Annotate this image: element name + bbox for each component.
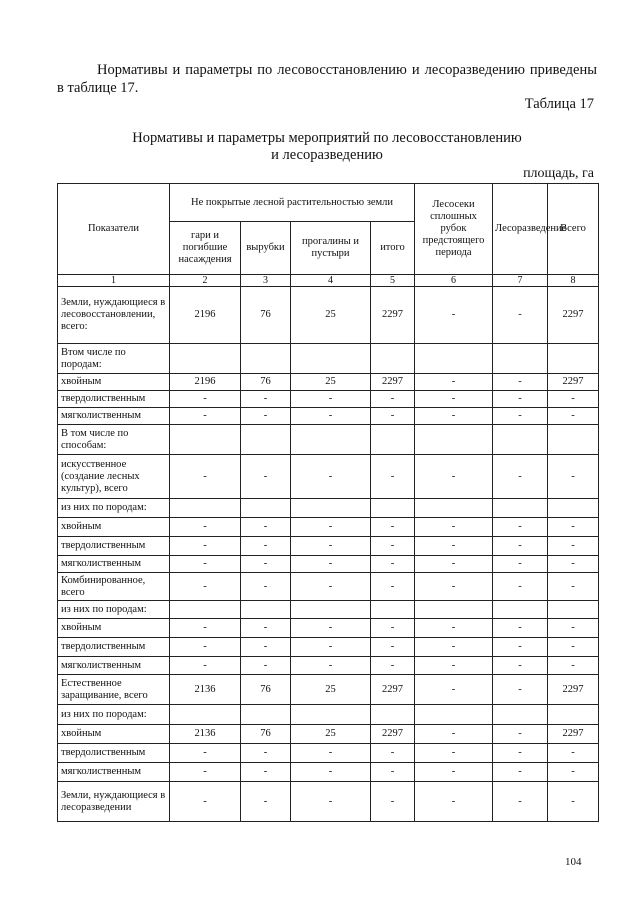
table-cell — [371, 601, 415, 619]
table-row — [58, 763, 599, 782]
table-cell — [415, 499, 493, 518]
table-cell: - — [548, 391, 599, 408]
table-cell: 76 — [241, 725, 291, 744]
table-cell: - — [291, 619, 371, 638]
table-cell: 2297 — [371, 725, 415, 744]
table-cell: - — [493, 675, 548, 705]
table-cell: - — [241, 518, 291, 537]
table-cell: - — [548, 537, 599, 556]
table-cell — [415, 425, 493, 455]
table-cell: - — [170, 455, 241, 499]
table-cell: 25 — [291, 725, 371, 744]
table-cell: - — [371, 391, 415, 408]
table-cell — [241, 499, 291, 518]
row-label: твердолиственным — [58, 638, 170, 657]
table-cell: - — [371, 744, 415, 763]
header-burns: гари и погибшие насаждения — [170, 222, 241, 275]
table-cell: 2297 — [548, 287, 599, 344]
table-cell: - — [291, 556, 371, 573]
table-cell — [493, 601, 548, 619]
table-cell: - — [371, 573, 415, 601]
table-cell: - — [415, 408, 493, 425]
standards-table — [57, 183, 599, 822]
table-cell: - — [493, 287, 548, 344]
table-cell: - — [170, 556, 241, 573]
table-cell: - — [415, 725, 493, 744]
table-row — [58, 601, 599, 619]
table-cell: - — [170, 763, 241, 782]
table-cell — [493, 425, 548, 455]
row-label: хвойным — [58, 518, 170, 537]
table-cell: 2196 — [170, 287, 241, 344]
table-cell: 2297 — [548, 675, 599, 705]
table-row — [58, 455, 599, 499]
column-number: 1 — [58, 275, 170, 287]
table-cell: - — [493, 391, 548, 408]
table-cell: - — [170, 573, 241, 601]
table-cell: - — [241, 657, 291, 675]
header-indicators: Показатели — [58, 184, 170, 275]
header-cutting-areas: Лесосеки сплошных рубок предстоящего периода — [415, 184, 493, 275]
table-cell: 25 — [291, 374, 371, 391]
column-number: 2 — [170, 275, 241, 287]
header-not-covered-lands: Не покрытые лесной растительностью земли — [170, 184, 415, 222]
table-cell: - — [291, 657, 371, 675]
table-cell: - — [170, 537, 241, 556]
column-number: 8 — [548, 275, 599, 287]
table-cell — [291, 344, 371, 374]
table-cell: - — [371, 455, 415, 499]
table-cell: - — [170, 744, 241, 763]
table-cell — [371, 705, 415, 725]
row-label: твердолиственным — [58, 537, 170, 556]
table-cell: - — [291, 638, 371, 657]
table-cell: - — [548, 619, 599, 638]
row-label: Естественное заращивание, всего — [58, 675, 170, 705]
table-cell: - — [241, 455, 291, 499]
table-cell — [170, 425, 241, 455]
table-cell: - — [548, 638, 599, 657]
table-cell: - — [415, 619, 493, 638]
table-cell: - — [415, 374, 493, 391]
table-cell: - — [241, 744, 291, 763]
table-row — [58, 675, 599, 705]
table-cell — [371, 425, 415, 455]
table-cell: 2136 — [170, 675, 241, 705]
table-cell — [241, 425, 291, 455]
table-row — [58, 556, 599, 573]
table-cell: - — [415, 763, 493, 782]
table-cell: - — [493, 782, 548, 822]
table-cell: - — [415, 518, 493, 537]
table-cell: - — [241, 763, 291, 782]
row-label: искусственное (создание лесных культур), всего — [58, 455, 170, 499]
header-clearings: вырубки — [241, 222, 291, 275]
table-cell: 2136 — [170, 725, 241, 744]
table-cell: - — [415, 287, 493, 344]
table-row — [58, 518, 599, 537]
table-cell: - — [548, 573, 599, 601]
table-cell — [548, 344, 599, 374]
table-cell: - — [371, 408, 415, 425]
table-cell: - — [415, 455, 493, 499]
table-cell: 2297 — [548, 374, 599, 391]
table-row — [58, 391, 599, 408]
table-cell: 2297 — [371, 675, 415, 705]
table-cell: - — [291, 782, 371, 822]
table-cell: - — [170, 782, 241, 822]
table-cell — [371, 344, 415, 374]
header-subtotal: итого — [371, 222, 415, 275]
table-cell — [241, 344, 291, 374]
table-row — [58, 725, 599, 744]
table-cell: - — [415, 556, 493, 573]
table-cell: - — [415, 638, 493, 657]
table-cell: - — [493, 455, 548, 499]
table-row — [58, 705, 599, 725]
table-cell: 2297 — [548, 725, 599, 744]
table-cell: - — [241, 391, 291, 408]
table-cell: - — [241, 619, 291, 638]
row-label: Земли, нуждающиеся в лесовосстановлении, всего: — [58, 287, 170, 344]
row-label: мягколиственным — [58, 763, 170, 782]
table-cell: - — [415, 657, 493, 675]
table-cell: - — [291, 573, 371, 601]
table-cell — [548, 601, 599, 619]
column-number: 6 — [415, 275, 493, 287]
table-row — [58, 619, 599, 638]
table-number-label: Таблица 17 — [524, 96, 594, 112]
table-cell — [170, 499, 241, 518]
table-cell: - — [493, 744, 548, 763]
header-glades: прогалины и пустыри — [291, 222, 371, 275]
column-number: 5 — [371, 275, 415, 287]
intro-paragraph: Нормативы и параметры по лесовосстановлению и лесоразведению приведены в таблице 17. — [57, 62, 597, 96]
table-cell: - — [371, 537, 415, 556]
row-label: хвойным — [58, 374, 170, 391]
table-cell: - — [291, 455, 371, 499]
table-row — [58, 657, 599, 675]
table-cell: - — [548, 657, 599, 675]
table-cell — [170, 705, 241, 725]
column-number: 4 — [291, 275, 371, 287]
page-number: 104 — [565, 856, 582, 868]
table-cell: - — [493, 556, 548, 573]
table-row — [58, 537, 599, 556]
table-cell — [493, 499, 548, 518]
table-cell: - — [291, 391, 371, 408]
row-label: Втом числе по породам: — [58, 344, 170, 374]
table-cell: - — [291, 518, 371, 537]
row-label: хвойным — [58, 619, 170, 638]
table-cell: - — [241, 782, 291, 822]
table-cell: - — [493, 537, 548, 556]
table-cell: 2297 — [371, 287, 415, 344]
table-body — [58, 287, 599, 822]
table-cell: - — [241, 556, 291, 573]
table-cell — [291, 425, 371, 455]
table-cell: - — [371, 556, 415, 573]
row-label: мягколиственным — [58, 408, 170, 425]
table-cell: - — [493, 725, 548, 744]
table-row — [58, 499, 599, 518]
table-cell: - — [291, 537, 371, 556]
table-cell: 76 — [241, 287, 291, 344]
table-cell: - — [170, 619, 241, 638]
table-cell: 2196 — [170, 374, 241, 391]
table-cell: - — [371, 638, 415, 657]
table-cell: 2297 — [371, 374, 415, 391]
table-cell: - — [548, 763, 599, 782]
row-label: мягколиственным — [58, 556, 170, 573]
table-cell: - — [371, 763, 415, 782]
table-row — [58, 782, 599, 822]
table-cell: - — [548, 782, 599, 822]
row-label: твердолиственным — [58, 744, 170, 763]
table-cell: 25 — [291, 675, 371, 705]
row-label: мягколиственным — [58, 657, 170, 675]
table-cell: - — [291, 763, 371, 782]
table-cell: - — [415, 573, 493, 601]
header-grand-total: Всего — [548, 184, 599, 275]
table-cell: - — [548, 556, 599, 573]
table-row — [58, 638, 599, 657]
table-row — [58, 744, 599, 763]
column-number: 7 — [493, 275, 548, 287]
units-label: площадь, га — [523, 166, 594, 181]
table-cell: - — [493, 518, 548, 537]
table-cell — [493, 344, 548, 374]
table-cell: - — [415, 537, 493, 556]
table-row — [58, 573, 599, 601]
table-cell: - — [371, 619, 415, 638]
table-cell: - — [493, 763, 548, 782]
table-row — [58, 408, 599, 425]
table-cell: - — [241, 638, 291, 657]
table-cell: - — [241, 537, 291, 556]
table-cell: - — [493, 657, 548, 675]
table-title-line-1: Нормативы и параметры мероприятий по лесовосстановлению — [132, 130, 522, 146]
table-cell: - — [493, 408, 548, 425]
table-cell: - — [415, 391, 493, 408]
table-cell: - — [170, 657, 241, 675]
row-label: В том числе по способам: — [58, 425, 170, 455]
table-cell — [548, 499, 599, 518]
table-row — [58, 287, 599, 344]
table-cell: - — [170, 638, 241, 657]
table-cell — [170, 344, 241, 374]
table-cell — [291, 705, 371, 725]
table-cell — [291, 601, 371, 619]
table-cell — [170, 601, 241, 619]
row-label: из них по породам: — [58, 705, 170, 725]
row-label: из них по породам: — [58, 601, 170, 619]
table-cell — [548, 705, 599, 725]
header-afforestation: Лесоразведение — [493, 184, 548, 275]
table-cell — [241, 601, 291, 619]
table-cell — [415, 601, 493, 619]
table-cell: - — [493, 619, 548, 638]
row-label: Земли, нуждающиеся в лесоразведении — [58, 782, 170, 822]
table-cell: - — [548, 408, 599, 425]
table-cell: - — [291, 408, 371, 425]
table-cell: - — [493, 573, 548, 601]
table-cell: 25 — [291, 287, 371, 344]
table-row — [58, 374, 599, 391]
table-cell: - — [170, 391, 241, 408]
table-cell — [548, 425, 599, 455]
table-cell: - — [548, 744, 599, 763]
table-cell: - — [493, 638, 548, 657]
column-number-row — [58, 275, 599, 287]
table-cell: - — [415, 782, 493, 822]
table-cell — [241, 705, 291, 725]
table-cell: - — [548, 518, 599, 537]
table-cell: - — [170, 518, 241, 537]
table-cell — [493, 705, 548, 725]
table-cell: - — [371, 657, 415, 675]
table-cell: - — [371, 782, 415, 822]
row-label: твердолиственным — [58, 391, 170, 408]
table-cell — [371, 499, 415, 518]
table-row — [58, 425, 599, 455]
table-cell: - — [291, 744, 371, 763]
table-cell: - — [415, 675, 493, 705]
table-cell: 76 — [241, 675, 291, 705]
table-row — [58, 344, 599, 374]
row-label: из них по породам: — [58, 499, 170, 518]
table-cell: - — [241, 573, 291, 601]
table-cell: - — [170, 408, 241, 425]
table-cell — [415, 344, 493, 374]
table-cell — [291, 499, 371, 518]
table-title — [57, 130, 597, 164]
column-number: 3 — [241, 275, 291, 287]
row-label: Комбинированное, всего — [58, 573, 170, 601]
table-cell: - — [241, 408, 291, 425]
table-cell — [415, 705, 493, 725]
table-cell: 76 — [241, 374, 291, 391]
table-title-line-2: и лесоразведению — [271, 147, 383, 163]
table-cell: - — [415, 744, 493, 763]
table-cell: - — [371, 518, 415, 537]
row-label: хвойным — [58, 725, 170, 744]
table-cell: - — [493, 374, 548, 391]
table-cell: - — [548, 455, 599, 499]
